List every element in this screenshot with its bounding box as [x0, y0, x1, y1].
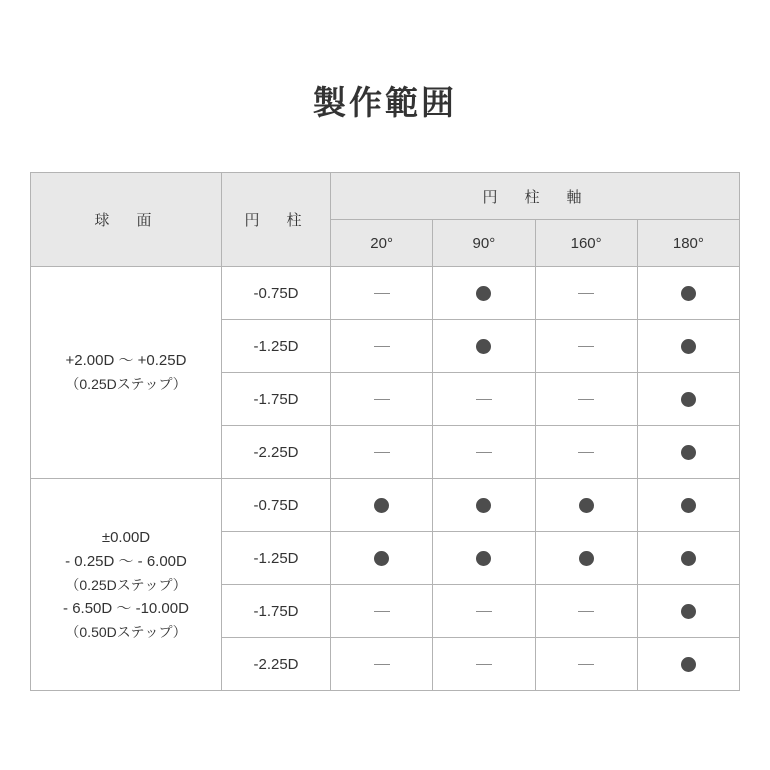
sphere-range-line: ±0.00D: [101, 529, 151, 547]
availability-dot-cell: [637, 373, 739, 426]
header-axis-20: 20°: [331, 220, 433, 267]
header-axis-160: 160°: [535, 220, 637, 267]
cylinder-value-cell: -2.25D: [222, 426, 331, 479]
dash-icon: [374, 452, 390, 453]
dash-icon: [476, 452, 492, 453]
dash-icon: [578, 611, 594, 612]
cylinder-value-cell: -1.25D: [222, 320, 331, 373]
cylinder-value-cell: -1.75D: [222, 373, 331, 426]
availability-dot-cell: [637, 267, 739, 320]
availability-dash-cell: [433, 638, 535, 691]
filled-circle-icon: [681, 286, 696, 301]
availability-dash-cell: [331, 426, 433, 479]
filled-circle-icon: [579, 498, 594, 513]
sphere-range-cell: [31, 267, 222, 479]
dash-icon: [476, 664, 492, 665]
availability-dot-cell: [637, 320, 739, 373]
filled-circle-icon: [374, 498, 389, 513]
table-head: [31, 173, 740, 267]
table-body: [31, 267, 740, 691]
availability-dash-cell: [535, 373, 637, 426]
filled-circle-icon: [681, 445, 696, 460]
dash-icon: [374, 346, 390, 347]
production-range-table: [30, 172, 740, 691]
availability-dot-cell: [535, 479, 637, 532]
dash-icon: [578, 346, 594, 347]
filled-circle-icon: [681, 657, 696, 672]
sphere-range-line: （0.50Dステップ）: [65, 623, 187, 640]
availability-dash-cell: [535, 267, 637, 320]
filled-circle-icon: [476, 498, 491, 513]
availability-dot-cell: [637, 585, 739, 638]
availability-dash-cell: [535, 426, 637, 479]
header-axis-90: 90°: [433, 220, 535, 267]
header-cylinder-axis: 円 柱 軸: [331, 173, 740, 220]
cylinder-value-cell: -0.75D: [222, 267, 331, 320]
sphere-range-line: +2.00D 〜 +0.25D: [65, 352, 187, 370]
header-sphere: 球 面: [31, 173, 222, 267]
availability-dot-cell: [433, 479, 535, 532]
spec-table-container: [30, 172, 740, 691]
availability-dash-cell: [535, 638, 637, 691]
dash-icon: [476, 399, 492, 400]
availability-dash-cell: [433, 426, 535, 479]
availability-dot-cell: [433, 267, 535, 320]
availability-dash-cell: [433, 585, 535, 638]
cylinder-value-cell: -2.25D: [222, 638, 331, 691]
filled-circle-icon: [681, 604, 696, 619]
cylinder-value-cell: -0.75D: [222, 479, 331, 532]
availability-dot-cell: [433, 532, 535, 585]
dash-icon: [374, 293, 390, 294]
dash-icon: [476, 611, 492, 612]
availability-dash-cell: [331, 373, 433, 426]
availability-dash-cell: [535, 585, 637, 638]
filled-circle-icon: [681, 392, 696, 407]
table-header-row-1: [31, 173, 740, 220]
dash-icon: [578, 293, 594, 294]
filled-circle-icon: [476, 286, 491, 301]
dash-icon: [374, 611, 390, 612]
sphere-range-line: - 6.50D 〜 -10.00D: [63, 599, 189, 617]
filled-circle-icon: [579, 551, 594, 566]
availability-dash-cell: [331, 320, 433, 373]
filled-circle-icon: [681, 498, 696, 513]
cylinder-value-cell: -1.25D: [222, 532, 331, 585]
sphere-range-cell: [31, 479, 222, 691]
page-title: 製作範囲: [313, 84, 457, 121]
availability-dot-cell: [637, 638, 739, 691]
availability-dot-cell: [637, 532, 739, 585]
table-row: [31, 267, 740, 320]
header-axis-180: 180°: [637, 220, 739, 267]
availability-dot-cell: [433, 320, 535, 373]
filled-circle-icon: [374, 551, 389, 566]
availability-dot-cell: [331, 479, 433, 532]
availability-dot-cell: [637, 479, 739, 532]
cylinder-value-cell: -1.75D: [222, 585, 331, 638]
availability-dot-cell: [331, 532, 433, 585]
table-row: [31, 479, 740, 532]
header-cylinder: 円 柱: [222, 173, 331, 267]
availability-dash-cell: [331, 267, 433, 320]
filled-circle-icon: [476, 339, 491, 354]
dash-icon: [578, 399, 594, 400]
availability-dash-cell: [331, 638, 433, 691]
availability-dash-cell: [331, 585, 433, 638]
sphere-range-line: （0.25Dステップ）: [65, 376, 187, 393]
availability-dash-cell: [535, 320, 637, 373]
sphere-range-line: - 0.25D 〜 - 6.00D: [65, 553, 187, 571]
availability-dot-cell: [637, 426, 739, 479]
dash-icon: [374, 399, 390, 400]
filled-circle-icon: [681, 339, 696, 354]
sphere-range-line: （0.25Dステップ）: [65, 577, 187, 594]
dash-icon: [374, 664, 390, 665]
filled-circle-icon: [476, 551, 491, 566]
dash-icon: [578, 452, 594, 453]
filled-circle-icon: [681, 551, 696, 566]
dash-icon: [578, 664, 594, 665]
availability-dot-cell: [535, 532, 637, 585]
availability-dash-cell: [433, 373, 535, 426]
